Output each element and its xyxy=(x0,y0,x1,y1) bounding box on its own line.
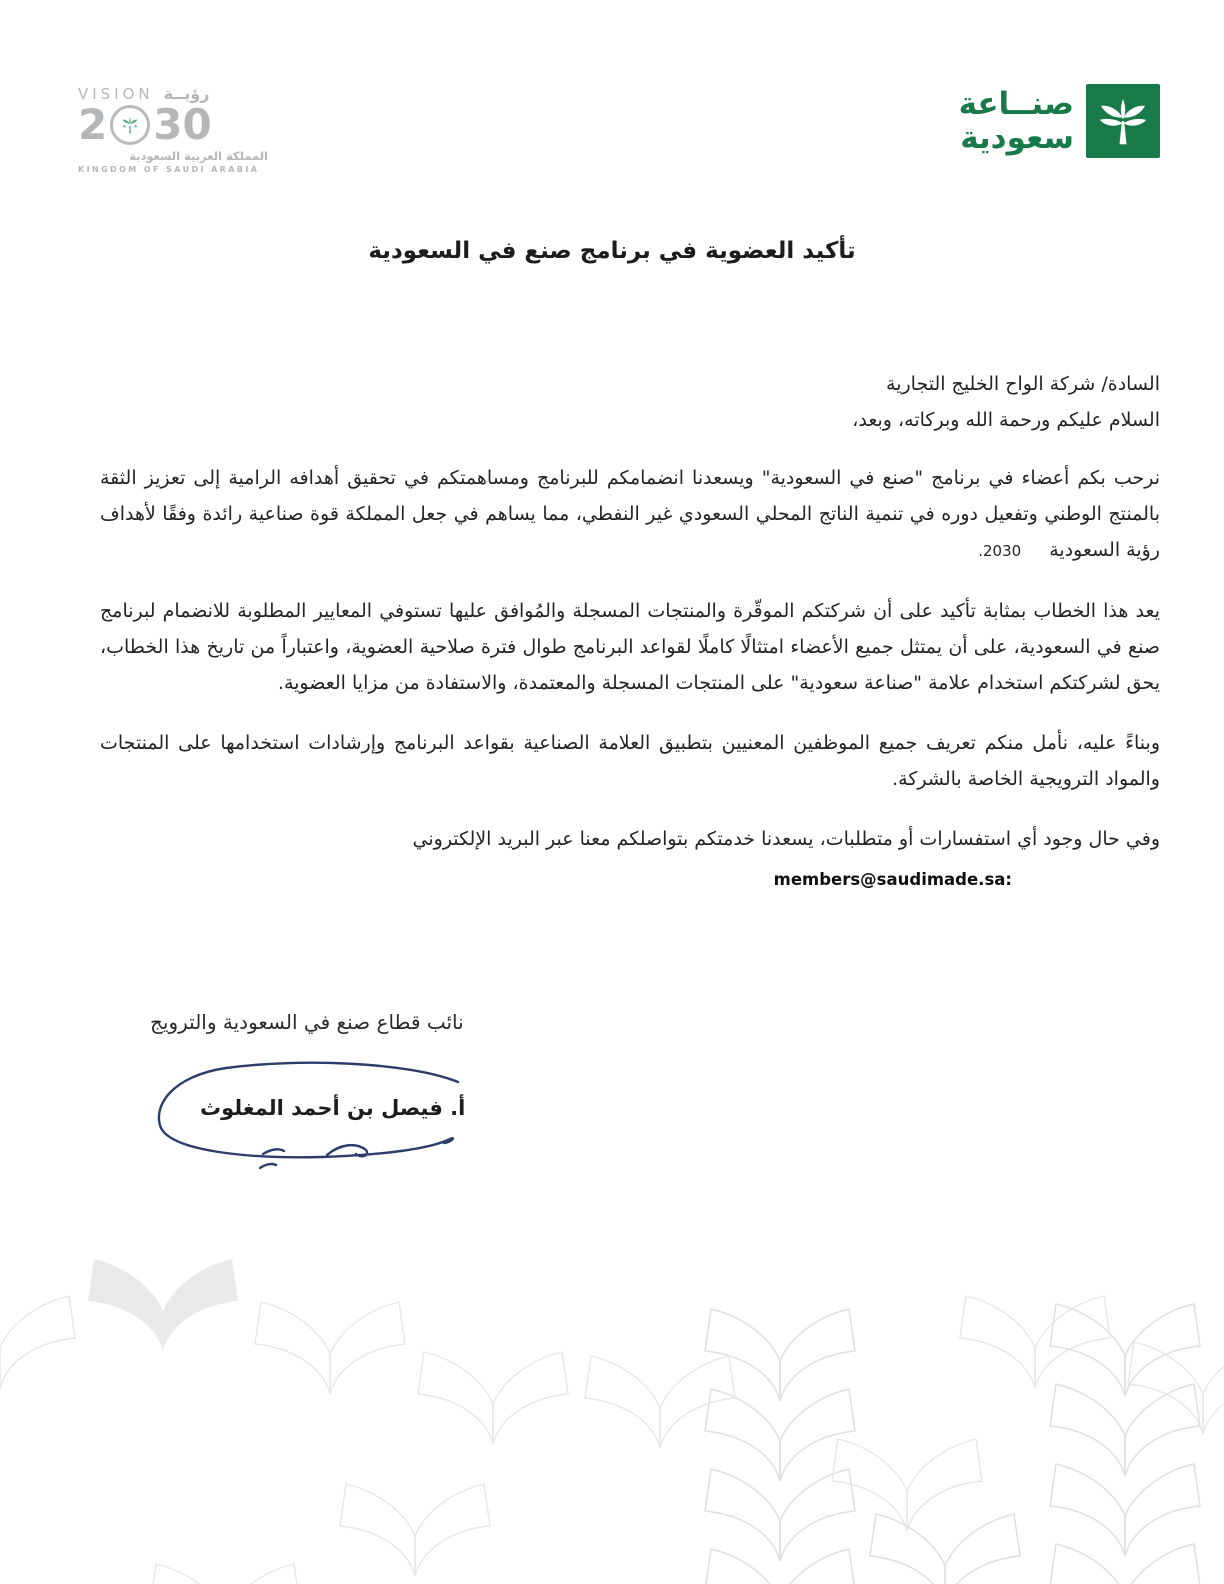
recipient-line: السادة/ شركة الواح الخليج التجارية xyxy=(886,373,1160,395)
kingdom-english-label: KINGDOM OF SAUDI ARABIA xyxy=(78,165,260,174)
saudi-made-palm-icon xyxy=(1086,84,1160,158)
paragraph-1-text: نرحب بكم أعضاء في برنامج "صنع في السعودية" ويسعدنا انضمامكم للبرنامج ومساهمتكم في تحقيق أهدافه الرامية إلى تعزيز الثقة بالمنتج الوطني وتفعيل دوره في تنمية الناتج المحلي السعودي غير النفطي، مما يساهم في جعل المملكة قوة صناعية رائدة وفقًا لأهداف رؤية السعودية xyxy=(100,467,1160,561)
vision-2030-year xyxy=(78,100,268,149)
recipient-block xyxy=(100,366,1160,438)
paragraph-1 xyxy=(100,460,1160,569)
paragraph-2: يعد هذا الخطاب بمثابة تأكيد على أن شركتكم الموقّرة والمنتجات المسجلة والمُوافق عليها تستوفي المعايير المطلوبة للانضمام لبرنامج صنع في السعودية، على أن يمتثل جميع الأعضاء امتثالًا كاملًا لقواعد البرنامج طوال فترة صلاحية العضوية، واعتباراً من تاريخ هذا الخطاب، يحق لشركتكم استخدام علامة "صناعة سعودية" على المنتجات المسجلة والمعتمدة، والاستفادة من مزايا العضوية. xyxy=(100,600,1160,694)
letter-title: تأكيد العضوية في برنامج صنع في السعودية xyxy=(368,238,856,264)
letter-body xyxy=(100,366,1160,896)
saudi-made-line2: سعودية xyxy=(960,120,1074,156)
vision-word: VISION xyxy=(78,85,154,103)
greeting-line: السلام عليكم ورحمة الله وبركاته، وبعد، xyxy=(852,409,1160,431)
year-digit-2: 2 xyxy=(78,100,108,149)
roya-word: رؤيــة xyxy=(163,84,210,103)
signatory-name: أ. فيصل بن أحمد المغلوث xyxy=(200,1096,466,1120)
kingdom-arabic-label: المملكة العربية السعودية xyxy=(129,149,268,163)
paragraph-4: وفي حال وجود أي استفسارات أو متطلبات، يسعدنا خدمتكم بتواصلكم معنا عبر البريد الإلكتروني xyxy=(412,828,1160,850)
year-digits-30: 30 xyxy=(153,100,212,149)
saudi-made-line1: صنــاعة xyxy=(958,86,1074,122)
palm-zero-icon xyxy=(110,105,150,145)
paragraph-3: وبناءً عليه، نأمل منكم تعريف جميع الموظفين المعنيين بتطبيق العلامة الصناعية بقواعد البرنامج وإرشادات استخدامها على المنتجات والمواد الترويجية الخاصة بالشركة. xyxy=(100,732,1160,790)
saudi-made-logo xyxy=(959,84,1160,158)
saudi-made-wordmark xyxy=(959,87,1074,155)
signatory-role: نائب قطاع صنع في السعودية والترويج xyxy=(150,1010,464,1034)
handwritten-signature xyxy=(150,1058,480,1193)
vision-year-value: 2030. xyxy=(978,542,1022,560)
vision-2030-logo xyxy=(78,84,268,174)
contact-email: members@saudimade.sa: xyxy=(773,870,1012,889)
open-book-watermark-pattern xyxy=(0,1228,1224,1584)
contact-email-line xyxy=(100,863,1012,896)
